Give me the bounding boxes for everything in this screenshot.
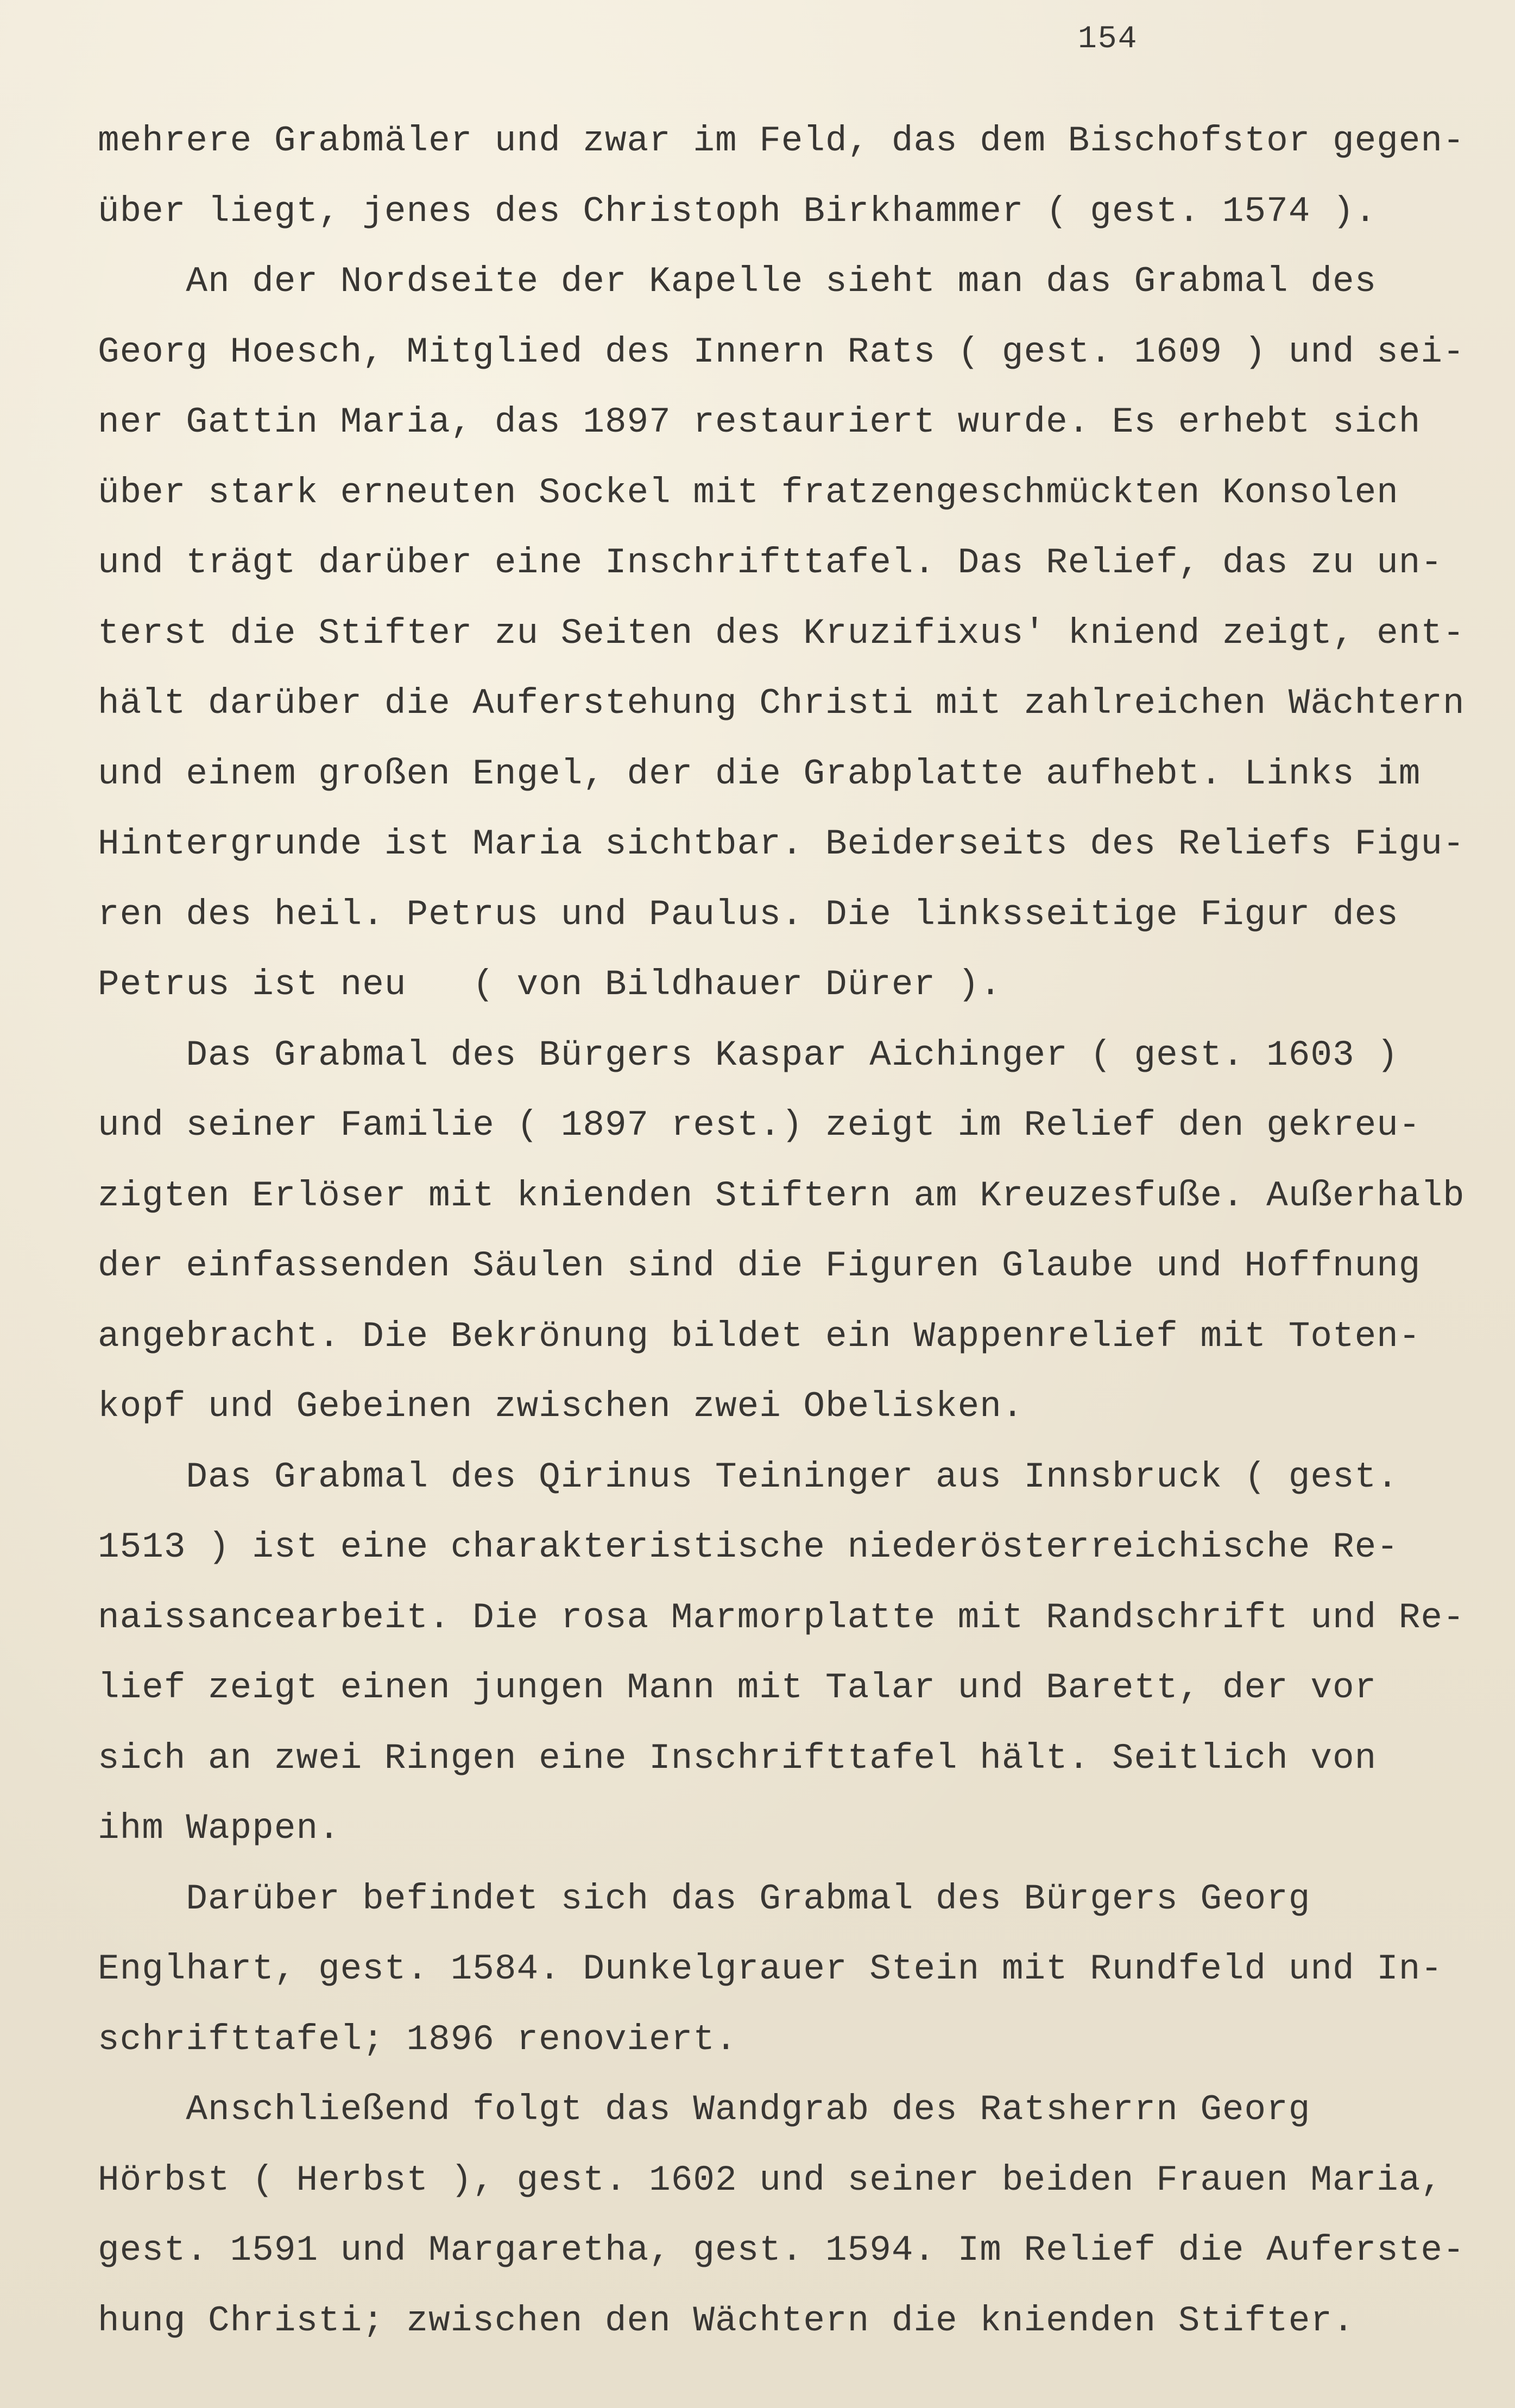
text-line: angebracht. Die Bekrönung bildet ein Wappenrelief mit Toten- (98, 1316, 1421, 1357)
text-line: Darüber befindet sich das Grabmal des Bürgers Georg (98, 1878, 1311, 1919)
text-line: lief zeigt einen jungen Mann mit Talar und Barett, der vor (98, 1667, 1377, 1708)
text-line: und einem großen Engel, der die Grabplatte aufhebt. Links im (98, 753, 1421, 794)
text-line: hält darüber die Auferstehung Christi mit zahlreichen Wächtern (98, 683, 1465, 724)
text-line: schrifttafel; 1896 renoviert. (98, 2019, 737, 2060)
text-line: Hintergrunde ist Maria sichtbar. Beiderseits des Reliefs Figu- (98, 824, 1465, 864)
text-line: 1513 ) ist eine charakteristische niederösterreichische Re- (98, 1527, 1399, 1568)
text-line: und seiner Familie ( 1897 rest.) zeigt im Relief den gekreu- (98, 1105, 1421, 1146)
text-line: ihm Wappen. (98, 1808, 340, 1849)
text-line: und trägt darüber eine Inschrifttafel. Das Relief, das zu un- (98, 542, 1443, 583)
text-line: Englhart, gest. 1584. Dunkelgrauer Stein mit Rundfeld und In- (98, 1949, 1443, 1989)
text-line: über liegt, jenes des Christoph Birkhammer ( gest. 1574 ). (98, 191, 1377, 232)
text-line: An der Nordseite der Kapelle sieht man das Grabmal des (98, 261, 1377, 302)
text-line: kopf und Gebeinen zwischen zwei Obelisken. (98, 1386, 1024, 1427)
text-line: Das Grabmal des Qirinus Teininger aus Innsbruck ( gest. (98, 1456, 1399, 1497)
text-line: ner Gattin Maria, das 1897 restauriert wurde. Es erhebt sich (98, 402, 1421, 443)
text-line: terst die Stifter zu Seiten des Kruzifixus' kniend zeigt, ent- (98, 612, 1465, 654)
text-line: gest. 1591 und Margaretha, gest. 1594. Im Relief die Auferste- (98, 2230, 1465, 2271)
text-line: Georg Hoesch, Mitglied des Innern Rats ( gest. 1609 ) und sei- (98, 331, 1465, 372)
body-text (98, 106, 1465, 2356)
text-line: Anschließend folgt das Wandgrab des Ratsherrn Georg (98, 2089, 1311, 2130)
text-line: hung Christi; zwischen den Wächtern die knienden Stifter. (98, 2300, 1355, 2341)
text-line: naissancearbeit. Die rosa Marmorplatte mit Randschrift und Re- (98, 1597, 1465, 1638)
text-line: mehrere Grabmäler und zwar im Feld, das dem Bischofstor gegen- (98, 121, 1465, 161)
text-line: Petrus ist neu ( von Bildhauer Dürer ). (98, 964, 1002, 1005)
text-line: ren des heil. Petrus und Paulus. Die linksseitige Figur des (98, 894, 1399, 935)
text-line: über stark erneuten Sockel mit fratzengeschmückten Konsolen (98, 472, 1399, 513)
text-line: der einfassenden Säulen sind die Figuren Glaube und Hoffnung (98, 1246, 1421, 1286)
text-line: Hörbst ( Herbst ), gest. 1602 und seiner beiden Frauen Maria, (98, 2159, 1443, 2201)
text-line: Das Grabmal des Bürgers Kaspar Aichinger ( gest. 1603 ) (98, 1034, 1399, 1076)
text-line: sich an zwei Ringen eine Inschrifttafel hält. Seitlich von (98, 1737, 1377, 1779)
text-line: zigten Erlöser mit knienden Stiftern am Kreuzesfuße. Außerhalb (98, 1175, 1465, 1216)
page-number: 154 (1078, 22, 1138, 57)
